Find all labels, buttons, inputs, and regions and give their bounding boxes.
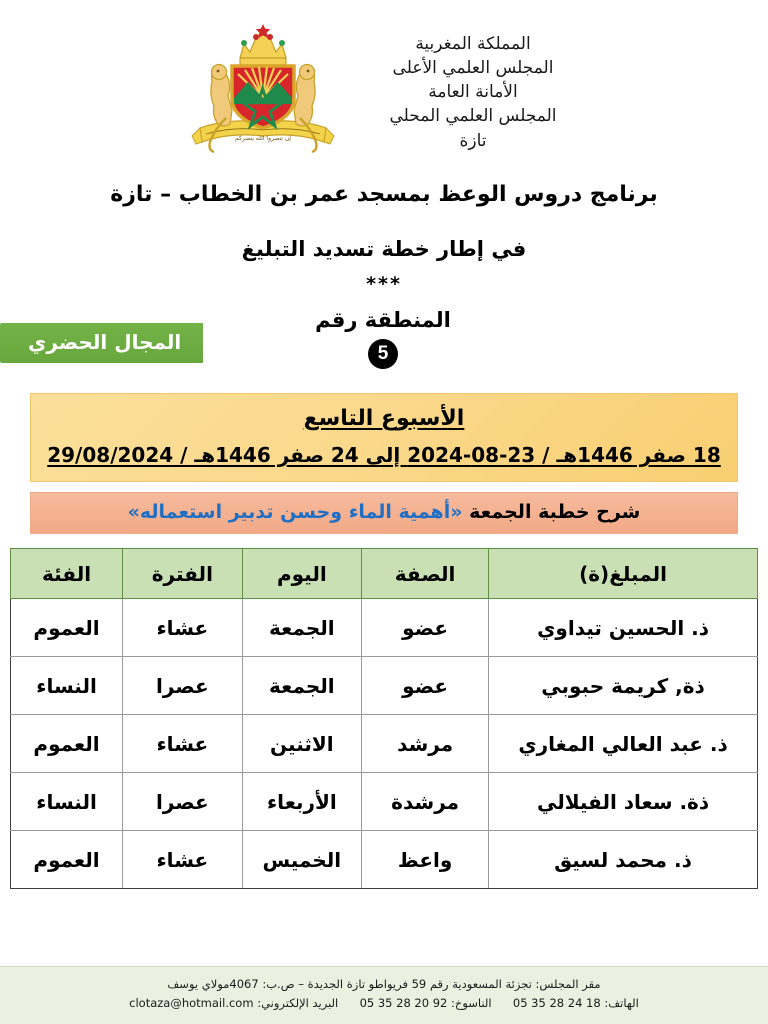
table-row <box>11 831 758 889</box>
column-header-day: اليوم <box>242 549 362 599</box>
cell-preacher-name: ذ. محمد لسيق <box>489 831 758 889</box>
cell-role: عضو <box>362 599 489 657</box>
title-block <box>0 182 768 295</box>
footer-email-label: البريد الإلكتروني: <box>257 996 339 1011</box>
week-info-box <box>30 393 738 482</box>
org-line-local-council: المجلس العلمي المحلي <box>389 106 557 127</box>
footer-fax-label: الناسوخ: <box>451 996 492 1011</box>
footer-email-value: clotaza@hotmail.com <box>129 996 254 1011</box>
moroccan-coat-of-arms-icon <box>188 24 338 164</box>
footer-contact-line <box>0 994 768 1014</box>
column-header-preacher: المبلغ(ة) <box>489 549 758 599</box>
cell-role: مرشدة <box>362 773 489 831</box>
org-line-kingdom: المملكة المغربية <box>415 34 531 54</box>
document-footer <box>0 966 768 1024</box>
sermon-prefix-label: شرح خطبة الجمعة <box>462 501 641 523</box>
column-header-category: الفئة <box>11 549 123 599</box>
cell-role: عضو <box>362 657 489 715</box>
table-row <box>11 773 758 831</box>
zone-row <box>0 309 768 387</box>
cell-period: عشاء <box>123 715 243 773</box>
footer-address: مقر المجلس: تجزئة المسعودية رقم 59 فريواطو تازة الجديدة – ص.ب: 4067مولاي يوسف <box>167 976 601 991</box>
cell-period: عشاء <box>123 831 243 889</box>
zone-label-group <box>308 309 458 369</box>
footer-phone-label: الهاتف: <box>604 996 639 1011</box>
page-title: برنامج دروس الوعظ بمسجد عمر بن الخطاب – تازة <box>110 182 658 207</box>
org-line-secretariat: الأمانة العامة <box>428 82 518 103</box>
table-row <box>11 657 758 715</box>
schedule-table <box>10 548 758 889</box>
sermon-topic-title: «أهمية الماء وحسن تدبير استعماله» <box>127 501 463 523</box>
cell-category: العموم <box>11 599 123 657</box>
schedule-table-wrapper <box>10 548 758 889</box>
footer-fax-value: 05 35 28 20 92 <box>359 996 448 1011</box>
cell-preacher-name: ذة. سعاد الفيلالي <box>489 773 758 831</box>
cell-role: مرشد <box>362 715 489 773</box>
zone-label: المنطقة رقم <box>315 308 451 332</box>
cell-period: عصرا <box>123 657 243 715</box>
cell-day: الخميس <box>242 831 362 889</box>
week-date-range: 18 صفر 1446هـ / 23-08-2024 إلى 24 صفر 1446هـ / 29/08/2024 <box>47 443 721 467</box>
document-header <box>0 0 768 170</box>
cell-category: النساء <box>11 773 123 831</box>
table-header-row <box>11 549 758 599</box>
column-header-period: الفترة <box>123 549 243 599</box>
decorative-stars: *** <box>366 273 402 295</box>
cell-category: العموم <box>11 715 123 773</box>
org-line-council: المجلس العلمي الأعلى <box>392 58 554 79</box>
svg-text:إن تنصروا الله ينصركم: إن تنصروا الله ينصركم <box>234 135 291 142</box>
cell-day: الجمعة <box>242 599 362 657</box>
cell-category: العموم <box>11 831 123 889</box>
organization-header-text <box>366 24 581 153</box>
column-header-role: الصفة <box>362 549 489 599</box>
table-row <box>11 599 758 657</box>
friday-sermon-banner <box>30 492 738 534</box>
cell-preacher-name: ذ. عبد العالي المغاري <box>489 715 758 773</box>
zone-number-badge: 5 <box>368 339 398 369</box>
cell-period: عصرا <box>123 773 243 831</box>
org-line-city: تازة <box>459 130 487 151</box>
cell-category: النساء <box>11 657 123 715</box>
page-subtitle: في إطار خطة تسديد التبليغ <box>241 237 527 261</box>
footer-phone-value: 05 35 28 24 18 <box>512 996 601 1011</box>
cell-period: عشاء <box>123 599 243 657</box>
cell-role: واعظ <box>362 831 489 889</box>
cell-day: الاثنين <box>242 715 362 773</box>
cell-day: الجمعة <box>242 657 362 715</box>
cell-day: الأربعاء <box>242 773 362 831</box>
urban-area-badge: المجال الحضري <box>0 323 203 363</box>
cell-preacher-name: ذة, كريمة حبوبي <box>489 657 758 715</box>
cell-preacher-name: ذ. الحسين تيداوي <box>489 599 758 657</box>
table-row <box>11 715 758 773</box>
week-title: الأسبوع التاسع <box>303 406 465 431</box>
